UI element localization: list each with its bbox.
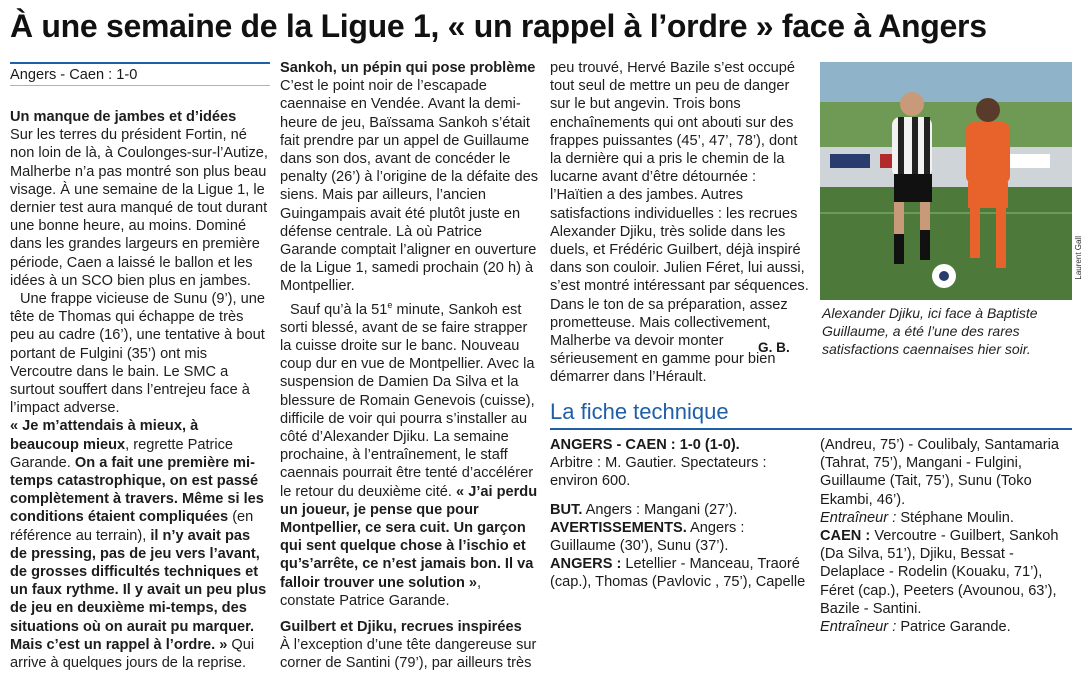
text: Letellier - Manceau, Traoré (cap.), Thomas (Pavlovic , 75’), Capelle — [550, 556, 806, 591]
column-3 — [550, 59, 812, 387]
fiche-technique-title: La fiche technique — [550, 399, 729, 424]
caen-lineup — [820, 527, 1072, 618]
subhead-guilbert-djiku: Guilbert et Djiku, recrues inspirées — [280, 618, 522, 635]
text: Stéphane Moulin. — [896, 509, 1014, 526]
text: Patrice Garande. — [896, 619, 1011, 636]
text: Angers : Mangani (27’). — [582, 501, 738, 518]
score-box: Angers - Caen : 1-0 — [10, 62, 270, 86]
quote: On a fait une première mi-temps catastrophique, on est passé complètement à travers. Même si les conditions étaient compliquées — [10, 454, 264, 526]
label: BUT. — [550, 501, 583, 518]
photo-caption: Alexander Djiku, ici face à Baptiste Guillaume, a été l’une des rares satisfactions caennaises hier soir. — [822, 305, 1038, 357]
column-2 — [280, 59, 540, 673]
label: CAEN : — [820, 528, 871, 545]
subhead-sankoh: Sankoh, un pépin qui pose problème — [280, 60, 536, 76]
superscript: e — [387, 299, 393, 310]
angers-lineup — [550, 555, 810, 591]
photo-credit: Laurent Gall — [1074, 236, 1083, 280]
angers-coach — [820, 509, 1072, 527]
match-photo — [820, 62, 1072, 300]
text: minute, Sankoh est sorti blessé, avant de se faire strapper la cuisse droite sur le banc. Nouveau coup dur en vue de Montpellier. Avec la suspension de Damien Da Silva et la blessure de Romain Genevois (cuisse), difficile de voir qui pourra s’installer au côté d’Alexander Djiku. La semaine prochaine, à l’entraînement, le staff caennais pourrait être tenté d’accélérer le retour du deuxième cité. — [280, 301, 535, 500]
angers-lineup-cont: (Andreu, 75’) - Coulibaly, Santamaria (Tahrat, 75’), Mangani - Fulgini, Guillaume (Tait, 75’), Sunu (Toko Ekambi, 46’). — [820, 437, 1060, 508]
paragraph: peu trouvé, Hervé Bazile s’est occupé tout seul de mettre un peu de danger sur le but angevin. Trois bons enchaînements qui ont abouti sur des frappes puissantes (45’, 47’, 78’), dont la dernière qui a pris le chemin de la lucarne avant d’être détournée : l’Haïtien a des jambes. Autres satisfactions individuelles : les recrues Alexander Djiku, très solide dans les duels, et Frédéric Guilbert, déjà inspiré dans son couloir. Julien Féret, lui aussi, s’est montré intéressant par séquences. Dans le ton de sa préparation, assez prometteuse. Mais collectivement, Malherbe va devoir monter sérieusement en gamme pour bien démarrer dans l’Hérault. — [550, 60, 809, 386]
text: (en référence au terrain), — [10, 509, 254, 544]
fiche-right — [820, 436, 1072, 636]
caen-coach — [820, 618, 1072, 636]
spacer — [550, 491, 810, 501]
text: Angers : Guillaume (30’), Sunu (37’). — [550, 519, 745, 555]
text: Sauf qu’à la 51 — [290, 301, 388, 318]
text: , regrette Patrice Garande. — [10, 436, 234, 471]
warnings-line — [550, 519, 810, 555]
label: AVERTISSEMENTS. — [550, 519, 687, 536]
fiche-left — [550, 436, 810, 592]
goal-line — [550, 501, 810, 519]
paragraph: C’est le point noir de l’escapade caennaise en Vendée. Avant la demi-heure de jeu, Baïssama Sankoh s’était fait prendre par un appel de Guillaume dans son dos, avant de concéder le penalty (26’) à l’origine de la défaite des siens. Mais par ailleurs, l’ancien Guingampais avait été plutôt juste en défense centrale. Là où Patrice Garande comptait l’aligner en ouverture de la Ligue 1, samedi prochain (20 h) à Montpellier. — [280, 78, 538, 295]
article-headline: À une semaine de la Ligue 1, « un rappel à l’ordre » face à Angers — [10, 8, 987, 44]
match-result: ANGERS - CAEN : 1-0 (1-0). — [550, 437, 740, 453]
label: Entraîneur : — [820, 619, 897, 636]
paragraph-quote — [10, 417, 270, 672]
divider — [550, 428, 1072, 430]
subhead-manque: Un manque de jambes et d’idées — [10, 109, 237, 125]
paragraph: Sur les terres du président Fortin, né non loin de là, à Coulonges-sur-l’Autize, Malherbe n’a pas montré son plus beau visage. À une semaine de la Ligue 1, le dernier test aura manqué de tout durant une bonne heure, au moins. Dominé dans les grandes largeurs en première période, Caen a laissé le ballon et les idées à un SCO bien plus en jambes. — [10, 127, 268, 289]
column-1 — [10, 108, 270, 672]
label: ANGERS : — [550, 556, 622, 573]
text: Qui arrive à quelques jours de la reprise. — [10, 636, 255, 672]
referee-line: Arbitre : M. Gautier. Spectateurs : environ 600. — [550, 455, 767, 490]
photo-illustration — [820, 62, 1072, 300]
text: , constate Patrice Garande. — [280, 574, 482, 609]
paragraph: Une frappe vicieuse de Sunu (9’), une tête de Thomas qui échappe de très peu au cadre (16’), une tentative à bout portant de Fulgini (35’) ont mis Vercoutre dans le bain. Le SMC a surtout souffert dans l’entrejeu face à l’impact adverse. — [10, 291, 266, 417]
quote: il n’y avait pas de pressing, pas de jeu vers l’avant, de grosses difficultés techniques et un faux rythme. Il y avait un peu plus de jeu en deuxième mi-temps, des situations où on aurait pu marquer. Mais c’est un rappel à l’ordre. » — [10, 527, 267, 653]
paragraph — [280, 296, 540, 610]
paragraph: À l’exception d’une tête dangereuse sur corner de Santini (79’), par ailleurs très — [280, 637, 537, 672]
quote: « Je m’attendais à mieux, à beaucoup mieux — [10, 418, 199, 453]
text: Vercoutre - Guilbert, Sankoh (Da Silva, 51’), Djiku, Bessat - Delaplace - Rodelin (Kouaku, 71’), Féret (cap.), Peeters (Avounou, 63’), Bazile - Santini. — [820, 528, 1059, 617]
label: Entraîneur : — [820, 509, 897, 526]
quote: « J’ai perdu un joueur, je pense que pour Montpellier, ce sera cuit. Un garçon qui sent quelque chose à l’ischio et qu’s’arrête, ce n’est jamais bon. Il va falloir trouver une solution » — [280, 483, 538, 591]
author-signature: G. B. — [758, 340, 790, 355]
